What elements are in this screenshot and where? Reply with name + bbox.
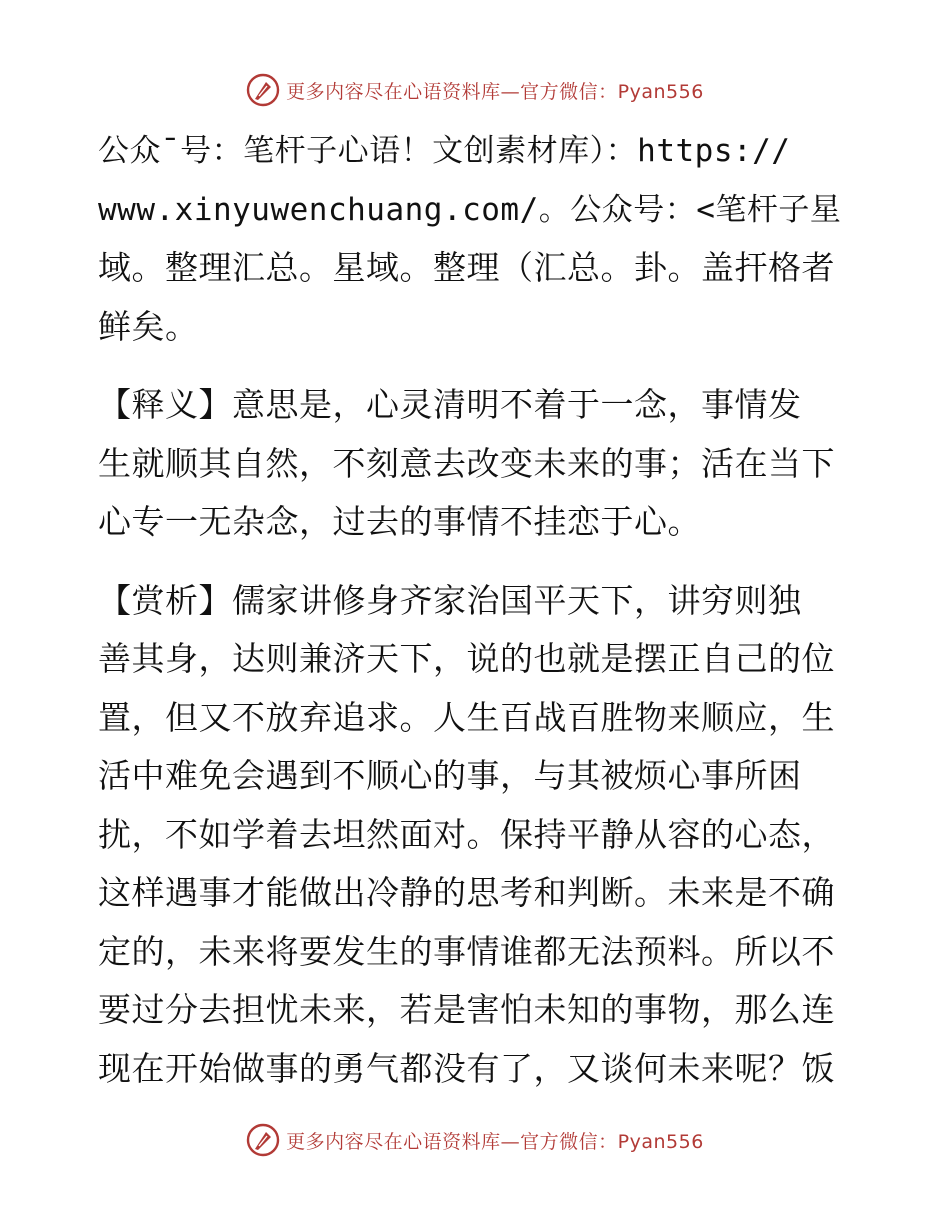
text-line: 生就顺其自然，不刻意去改变未来的事；活在当下	[98, 443, 835, 483]
text-line: 【赏析】儒家讲修身齐家治国平天下，讲穷则独	[98, 580, 802, 620]
text-line: 活中难免会遇到不顺心的事，与其被烦心事所困	[98, 756, 802, 795]
paragraph-2-definition	[98, 376, 854, 552]
banner-text-cn: 更多内容尽在心语资料库—官方微信：	[286, 1130, 618, 1153]
document-body	[98, 122, 854, 1098]
text-line: 现在开始做事的勇气都没有了，又谈何未来呢？饭	[98, 1048, 835, 1088]
text-line: 要过分去担忧未来，若是害怕未知的事物，那么连	[98, 990, 835, 1029]
paragraph-gap	[98, 552, 854, 572]
text-line: 心专一无杂念，过去的事情不挂恋于心。	[98, 502, 701, 541]
banner-text	[286, 1127, 704, 1154]
paragraph-3-analysis	[98, 572, 854, 1099]
text-line: 公众¯号：笔杆子心语！文创素材库）：https://	[98, 133, 791, 169]
text-line: 鲜矣。	[98, 306, 199, 346]
banner-text	[286, 77, 704, 104]
text-line: 置，但又不放弃追求。人生百战百胜物来顺应，生	[98, 697, 835, 737]
banner-text-wechat-id: Pyan556	[617, 80, 704, 103]
paragraph-1	[98, 122, 854, 356]
text-line: www.xinyuwenchuang.com/。公众号：<笔杆子星	[98, 191, 842, 228]
text-line: 扰，不如学着去坦然面对。保持平静从容的心态，	[98, 814, 835, 854]
text-line: 【释义】意思是，心灵清明不着于一念，事情发	[98, 385, 802, 424]
paragraph-gap	[98, 356, 854, 376]
pen-nib-icon	[246, 1123, 280, 1157]
footer-banner	[0, 1120, 950, 1160]
pen-nib-icon	[246, 73, 280, 107]
text-line: 这样遇事才能做出冷静的思考和判断。未来是不确	[98, 873, 835, 912]
banner-text-cn: 更多内容尽在心语资料库—官方微信：	[286, 80, 618, 103]
text-line: 域。整理汇总。星域。整理（汇总。卦。盖扞格者	[98, 248, 835, 287]
text-line: 定的，未来将要发生的事情谁都无法预料。所以不	[98, 931, 835, 971]
text-line: 善其身，达则兼济天下，说的也就是摆正自己的位	[98, 639, 835, 678]
header-banner	[0, 70, 950, 110]
banner-text-wechat-id: Pyan556	[617, 1130, 704, 1153]
